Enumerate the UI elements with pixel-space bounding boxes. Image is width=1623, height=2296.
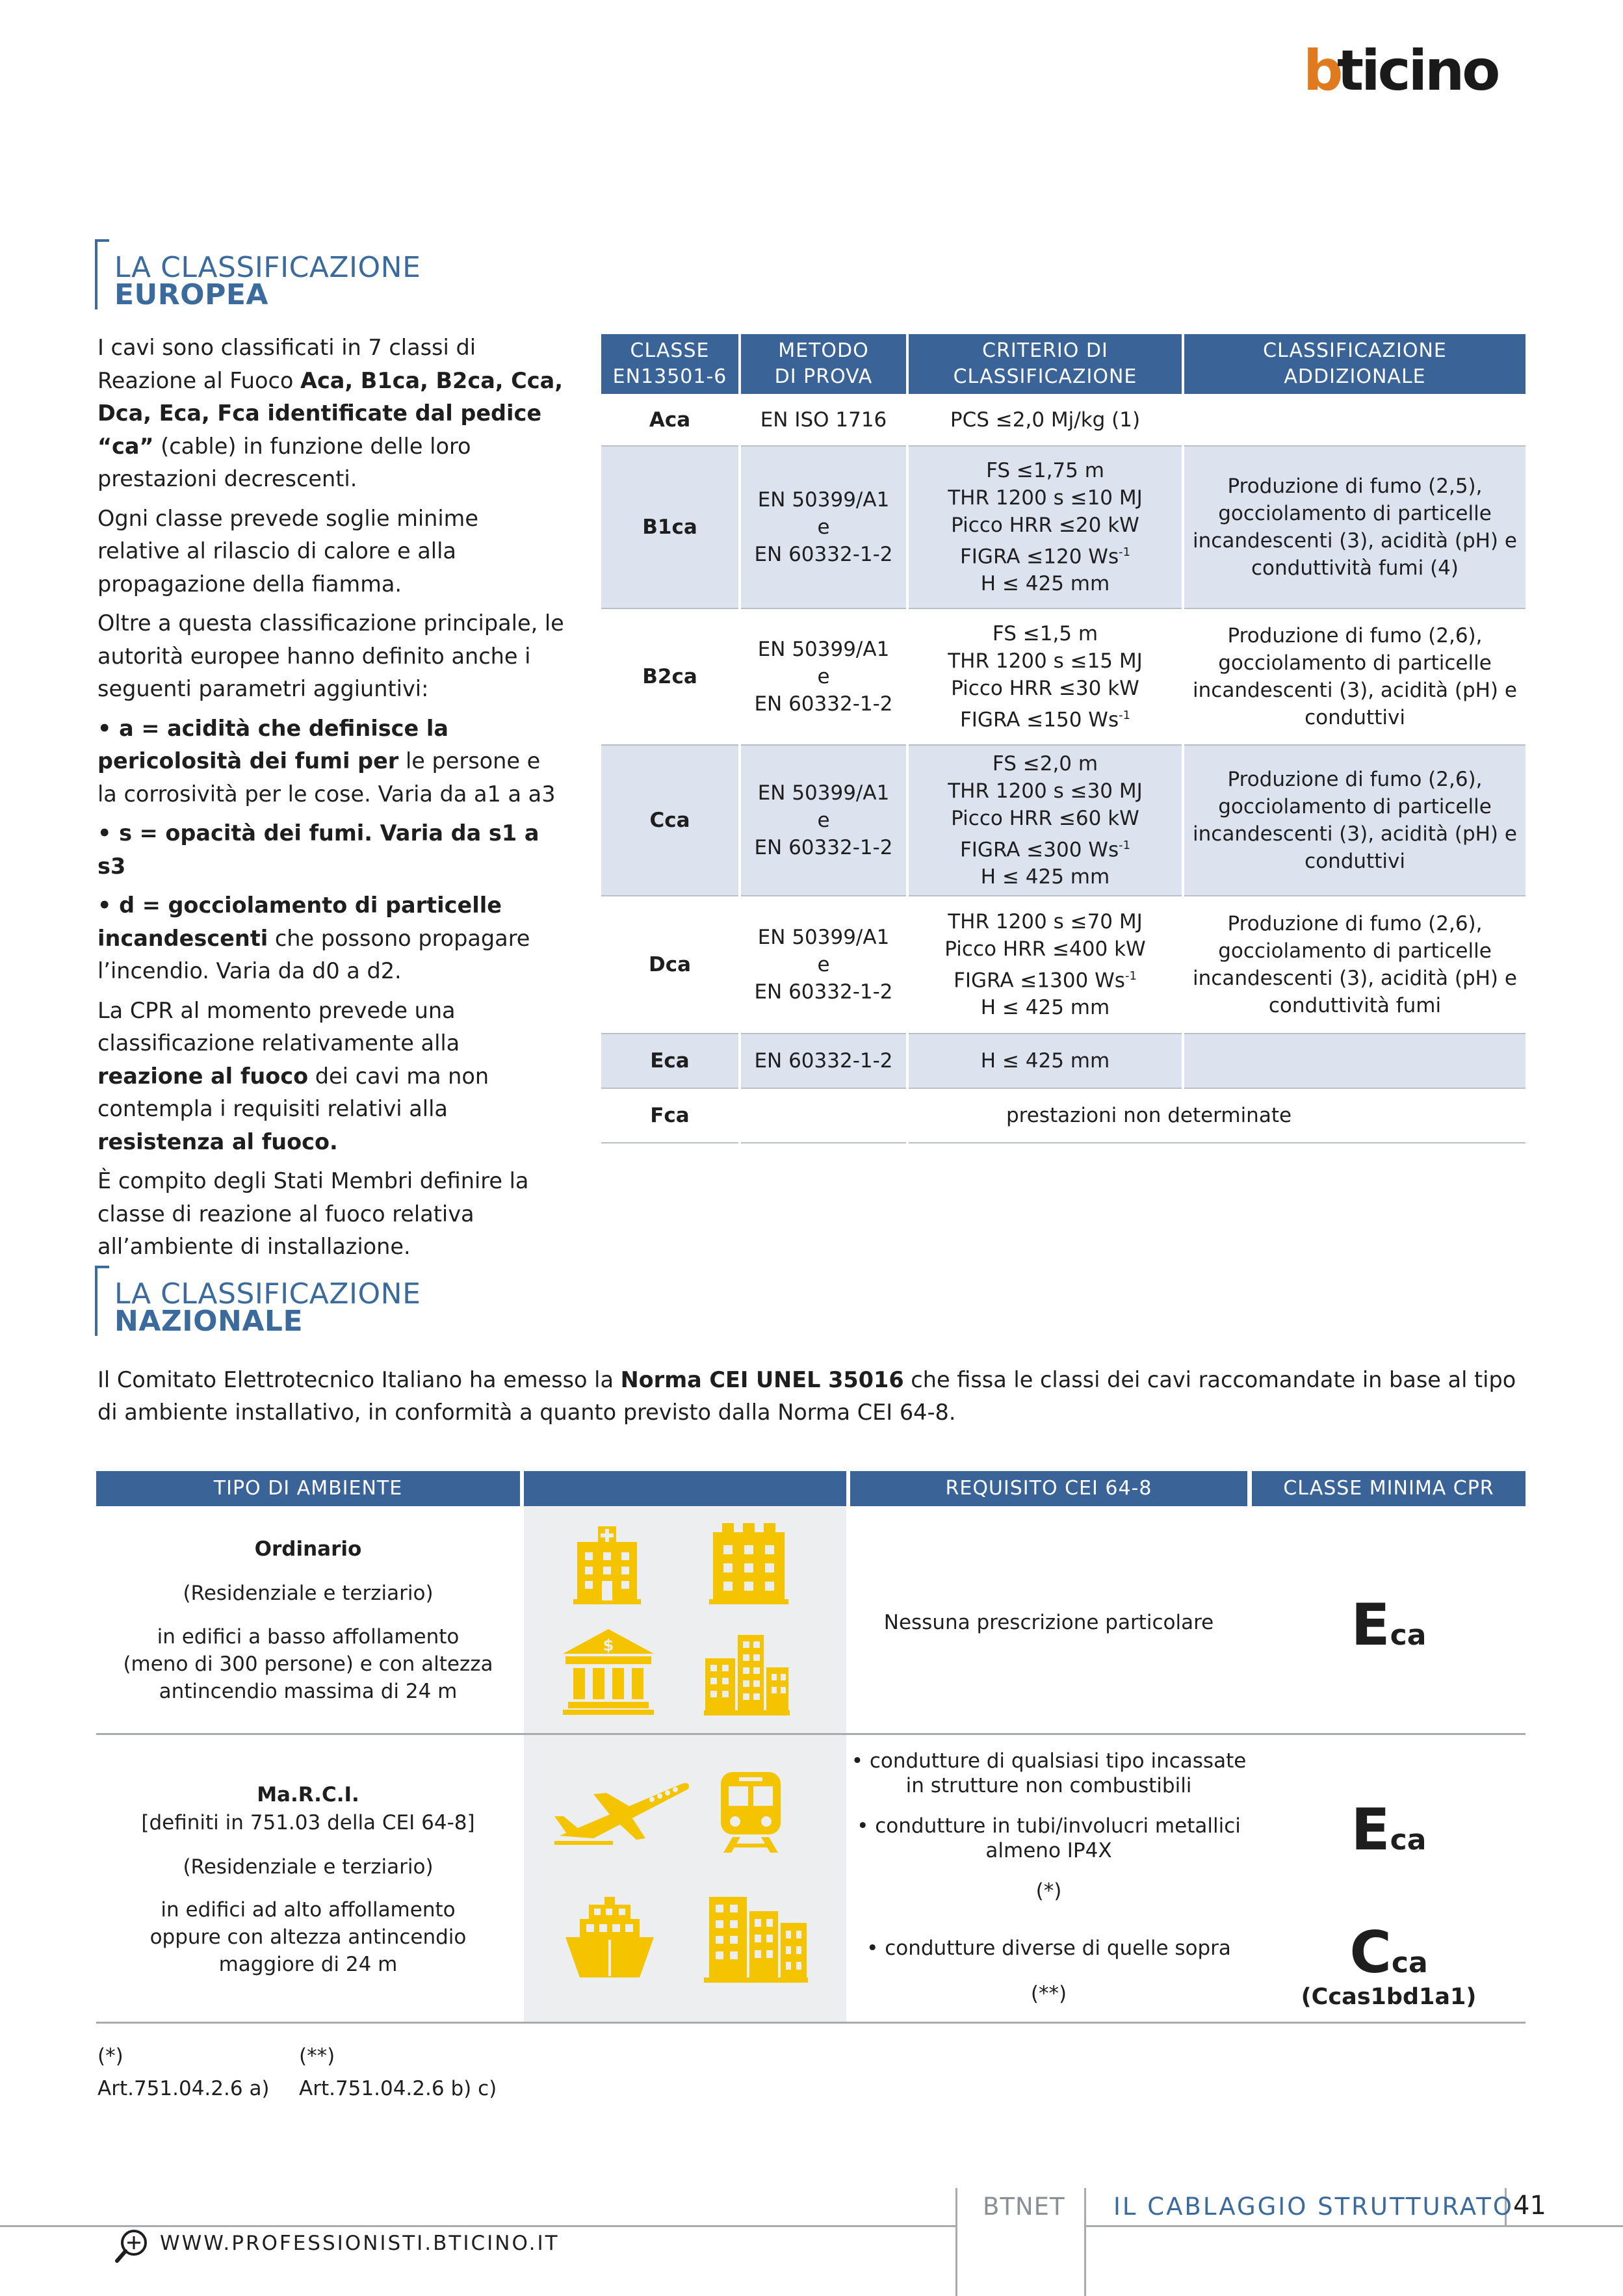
cell-line: Picco HRR ≤30 kW — [951, 676, 1139, 700]
cell-line: incandescenti (3), acidità (pH) e — [1193, 679, 1517, 702]
method-cell — [740, 608, 907, 745]
cell-line: EN 60332-1-2 — [754, 836, 893, 859]
marci-subtitle: (Residenziale e terziario) — [183, 1855, 434, 1879]
cell-line: Produzione di fumo (2,6), — [1227, 624, 1483, 647]
cell-line: Picco HRR ≤60 kW — [951, 806, 1139, 830]
logo-ticino-text: ticino — [1337, 38, 1498, 103]
cell-line: FIGRA ≤150 $Ws^{-1}$ — [959, 708, 1131, 732]
method-cell — [740, 1088, 907, 1143]
footnote-mark: (**) — [299, 2044, 335, 2068]
ordinario-description — [96, 1623, 520, 1705]
desc-line: (meno di 300 persone) e con altezza — [123, 1652, 493, 1676]
table-row — [601, 745, 1526, 896]
cell-line: conduttivi — [1305, 850, 1405, 873]
header-criterio: CRITERIO DI CLASSIFICAZIONE — [907, 334, 1183, 394]
criteria-cell — [907, 1034, 1183, 1088]
cell-line: Produzione di fumo (2,6), — [1227, 768, 1483, 791]
cell-line: EN 50399/A1 — [757, 638, 890, 661]
cell-line: EN 60332-1-2 — [754, 1049, 893, 1073]
cell-line: H ≤ 425 mm — [980, 865, 1110, 889]
marci-class-1 — [1252, 1796, 1526, 1863]
header-classe-minima: CLASSE MINIMA CPR — [1252, 1471, 1526, 1506]
cell-line: EN 60332-1-2 — [754, 692, 893, 716]
footnote-ref: Art.751.04.2.6 a) — [97, 2077, 270, 2100]
cell-line: conduttività fumi (4) — [1251, 556, 1459, 580]
cell-line: incandescenti (3), acidità (pH) e — [1193, 529, 1517, 553]
desc-line: antincendio massima di 24 m — [159, 1680, 458, 1703]
class-subscript: ca — [1391, 1946, 1428, 1979]
extra-cell — [1183, 608, 1526, 745]
airplane-icon — [554, 1780, 691, 1845]
class-cell: B1ca — [601, 446, 740, 608]
cell-line: incandescenti (3), acidità (pH) e — [1193, 822, 1517, 846]
extra-cell — [1183, 745, 1526, 896]
class-cell: Dca — [601, 896, 740, 1034]
criteria-cell — [907, 446, 1183, 608]
bold-text: Aca, B1ca, B2ca, Cca, Dca, Eca, Fca identificate dal pedice “ca” — [97, 367, 563, 459]
cell-line: gocciolamento di particelle — [1218, 651, 1492, 675]
footnote-1 — [97, 2040, 270, 2105]
table-row — [601, 394, 1526, 446]
marci-title: Ma.R.C.I. — [257, 1783, 359, 1807]
text: (cable) in funzione delle loro prestazioni decrescenti. — [97, 433, 471, 491]
footer-divider — [955, 2188, 957, 2296]
req-line: almeno IP4X — [985, 1839, 1112, 1862]
class-subscript: ca — [1390, 1619, 1427, 1652]
footer-btnet: BTNET — [983, 2193, 1065, 2221]
bold-text: resistenza al fuoco. — [97, 1128, 338, 1155]
cell-line: e — [817, 953, 830, 976]
table-header-row — [601, 334, 1526, 394]
title-line2: NAZIONALE — [114, 1305, 304, 1338]
bticino-logo — [1303, 38, 1514, 103]
cell-line: FIGRA ≤1300 $Ws^{-1}$ — [954, 969, 1137, 993]
ordinario-requirement: Nessuna prescrizione particolare — [883, 1611, 1214, 1634]
header-metodo: METODO DI PROVA — [740, 334, 907, 394]
text: La CPR al momento prevede una classificazione relativamente alla — [97, 997, 460, 1056]
cell-line: EN 50399/A1 — [757, 488, 890, 512]
paragraph-1 — [97, 332, 565, 496]
class-cell: Cca — [601, 745, 740, 896]
cell-line: THR 1200 s ≤10 MJ — [948, 486, 1143, 510]
footnote-ref: Art.751.04.2.6 b) c) — [299, 2077, 497, 2100]
cell-line: THR 1200 s ≤70 MJ — [948, 909, 1143, 933]
cell-line: conduttività fumi — [1268, 994, 1442, 1017]
marci-note-1: (*) — [1035, 1879, 1062, 1903]
title-line1: LA CLASSIFICAZIONE — [114, 1277, 421, 1311]
req-line: • condutture di qualsiasi tipo incassate — [851, 1749, 1247, 1773]
svg-text:$: $ — [603, 1636, 614, 1654]
paragraph-5: È compito degli Stati Membri definire la classe di reazione al fuoco relativa all’ambiente di installazione. — [97, 1168, 529, 1259]
office-building-icon — [709, 1523, 788, 1604]
cell-line: e — [817, 515, 830, 539]
bold-text: • a = acidità che definisce la pericolosità dei fumi per — [97, 715, 448, 774]
cell-line: Produzione di fumo (2,5), — [1227, 475, 1483, 498]
cell-line: conduttivi — [1305, 706, 1405, 729]
req-line: in strutture non combustibili — [905, 1774, 1192, 1797]
extra-cell — [1183, 1034, 1526, 1088]
text: Il Comitato Elettrotecnico Italiano ha emesso la — [97, 1367, 621, 1392]
cell-line: H ≤ 425 mm — [980, 572, 1110, 596]
class-cell: Eca — [601, 1034, 740, 1088]
city-buildings-icon — [704, 1635, 790, 1715]
hospital-icon — [573, 1526, 642, 1604]
bold-text: • s = opacità dei fumi. Varia da s1 a s3 — [97, 820, 539, 879]
header-requisito: REQUISITO CEI 64-8 — [850, 1471, 1247, 1506]
website-link[interactable]: WWW.PROFESSIONISTI.BTICINO.IT — [160, 2232, 560, 2255]
class-letter: E — [1351, 1796, 1390, 1863]
title-line1: LA CLASSIFICAZIONE — [114, 251, 421, 284]
footnote-2 — [299, 2040, 497, 2105]
train-icon — [721, 1772, 781, 1853]
cell-line: THR 1200 s ≤30 MJ — [948, 779, 1143, 803]
cell-line: incandescenti (3), acidità (pH) e — [1193, 967, 1517, 990]
bullet-a — [97, 712, 565, 811]
cell-line: Produzione di fumo (2,6), — [1227, 912, 1483, 935]
cell-line: EN 50399/A1 — [757, 781, 890, 805]
text: dei cavi ma non contempla i requisiti relativi alla — [97, 1063, 489, 1121]
cell-line: THR 1200 s ≤15 MJ — [948, 649, 1143, 673]
text: che fissa le classi dei cavi raccomandate in base al tipo di ambiente installativo, in conformità a quanto previsto dalla Norma CEI 64-8. — [97, 1367, 1516, 1425]
title-bracket — [95, 1266, 109, 1336]
cell-line: FS ≤2,0 m — [992, 751, 1098, 776]
page-number: 41 — [1513, 2191, 1546, 2221]
logo-b-letter: b — [1303, 38, 1341, 103]
table-row — [601, 1034, 1526, 1088]
text: che possono propagare l’incendio. Varia da d0 a d2. — [97, 925, 530, 984]
class-letter: E — [1351, 1591, 1390, 1658]
criteria-cell — [907, 896, 1183, 1034]
paragraph-4 — [97, 995, 565, 1159]
footer-section-title: IL CABLAGGIO STRUTTURATO — [1113, 2193, 1514, 2221]
cell-line: H ≤ 425 mm — [980, 1049, 1110, 1073]
marci-requirement-3: • condutture diverse di quelle sopra — [866, 1937, 1231, 1960]
table-row — [601, 896, 1526, 1034]
criteria-cell — [907, 394, 1183, 446]
criteria-cell — [907, 745, 1183, 896]
footer-line — [1084, 2225, 1623, 2227]
desc-line: maggiore di 24 m — [218, 1953, 398, 1976]
paragraph-2: Ogni classe prevede soglie minime relative al rilascio di calore e alla propagazione della fiamma. — [97, 505, 478, 597]
cell-line: FS ≤1,75 m — [986, 458, 1104, 482]
cell-line: FIGRA ≤120 $Ws^{-1}$ — [959, 545, 1131, 569]
table-row — [601, 608, 1526, 745]
method-cell — [740, 446, 907, 608]
cell-line: gocciolamento di particelle — [1218, 939, 1492, 963]
bank-icon — [563, 1629, 654, 1715]
bullet-s — [97, 817, 565, 883]
bold-text: reazione al fuoco — [97, 1063, 309, 1089]
header-icons-blank — [524, 1471, 846, 1506]
skyscrapers-icon — [704, 1897, 808, 1983]
nazionale-paragraph — [97, 1364, 1527, 1429]
header-classe: CLASSE EN13501-6 — [601, 334, 740, 394]
row-divider — [96, 1733, 1526, 1735]
magnifier-plus-icon — [114, 2227, 151, 2263]
paragraph-3: Oltre a questa classificazione principale, le autorità europee hanno definito anche i seguenti parametri aggiuntivi: — [97, 610, 564, 701]
europea-description — [97, 332, 565, 1270]
header-tipo-ambiente: TIPO DI AMBIENTE — [96, 1471, 520, 1506]
cell-line: FS ≤1,5 m — [992, 621, 1098, 646]
cell-line: PCS ≤2,0 Mj/kg (1) — [950, 408, 1141, 432]
marci-requirement-2 — [850, 1814, 1247, 1863]
class-cell: Aca — [601, 394, 740, 446]
class-subscript: ca — [1390, 1823, 1427, 1857]
method-cell — [740, 896, 907, 1034]
class-letter: C — [1349, 1919, 1392, 1986]
extra-cell — [1183, 896, 1526, 1034]
text: le persone e la corrosività per le cose. Varia da a1 a a3 — [97, 748, 556, 807]
ordinario-title: Ordinario — [254, 1537, 362, 1561]
marci-class-2 — [1252, 1919, 1526, 1986]
class-cell: Fca — [601, 1088, 740, 1143]
cell-line: Picco HRR ≤20 kW — [951, 513, 1139, 537]
european-classification-table — [601, 334, 1526, 1143]
merged-cell: prestazioni non determinate — [1006, 1104, 1292, 1127]
ordinario-class — [1252, 1591, 1526, 1658]
cell-line: FIGRA ≤300 $Ws^{-1}$ — [959, 838, 1131, 862]
title-bracket — [95, 239, 109, 309]
req-line: • condutture in tubi/involucri metallici — [857, 1814, 1241, 1838]
cell-line: e — [817, 809, 830, 832]
title-line2: EUROPEA — [114, 278, 268, 311]
marci-description — [96, 1896, 520, 1978]
method-cell — [740, 745, 907, 896]
table-row — [601, 1088, 1526, 1143]
desc-line: in edifici ad alto affollamento — [161, 1898, 456, 1922]
bold-text: • d = gocciolamento di particelle incandescenti — [97, 893, 502, 951]
method-cell — [740, 394, 907, 446]
bold-text: Norma CEI UNEL 35016 — [620, 1367, 904, 1392]
bullet-d — [97, 889, 565, 988]
text: I cavi sono classificati in 7 classi di Reazione al Fuoco — [97, 335, 476, 393]
cell-line: EN 60332-1-2 — [754, 543, 893, 566]
marci-definition: [definiti in 751.03 della CEI 64-8] — [141, 1811, 475, 1834]
cell-line: Picco HRR ≤400 kW — [944, 937, 1146, 961]
ship-icon — [565, 1897, 654, 1983]
criteria-cell — [907, 608, 1183, 745]
cell-line: gocciolamento di particelle — [1218, 795, 1492, 818]
cell-line: e — [817, 665, 830, 688]
desc-line: in edifici a basso affollamento — [157, 1625, 460, 1649]
table-row — [601, 446, 1526, 608]
ordinario-subtitle: (Residenziale e terziario) — [183, 1582, 434, 1605]
marci-requirement-1 — [850, 1749, 1247, 1798]
extra-cell — [1183, 394, 1526, 446]
cell-line: H ≤ 425 mm — [980, 996, 1110, 1020]
marci-class-2-full: (Ccas1bd1a1) — [1301, 1984, 1477, 2010]
header-classificazione-addizionale: CLASSIFICAZIONE ADDIZIONALE — [1183, 334, 1526, 394]
footnote-mark: (*) — [97, 2044, 123, 2068]
footer-divider — [1084, 2188, 1086, 2296]
cell-line: EN 50399/A1 — [757, 926, 890, 949]
extra-cell — [1183, 446, 1526, 608]
method-cell — [740, 1034, 907, 1088]
marci-note-2: (**) — [1030, 1982, 1067, 2005]
cell-line: EN 60332-1-2 — [754, 980, 893, 1004]
desc-line: oppure con altezza antincendio — [149, 1925, 467, 1949]
class-cell: B2ca — [601, 608, 740, 745]
cell-line: EN ISO 1716 — [760, 408, 887, 432]
cell-line: gocciolamento di particelle — [1218, 502, 1492, 525]
row-divider — [96, 2022, 1526, 2024]
